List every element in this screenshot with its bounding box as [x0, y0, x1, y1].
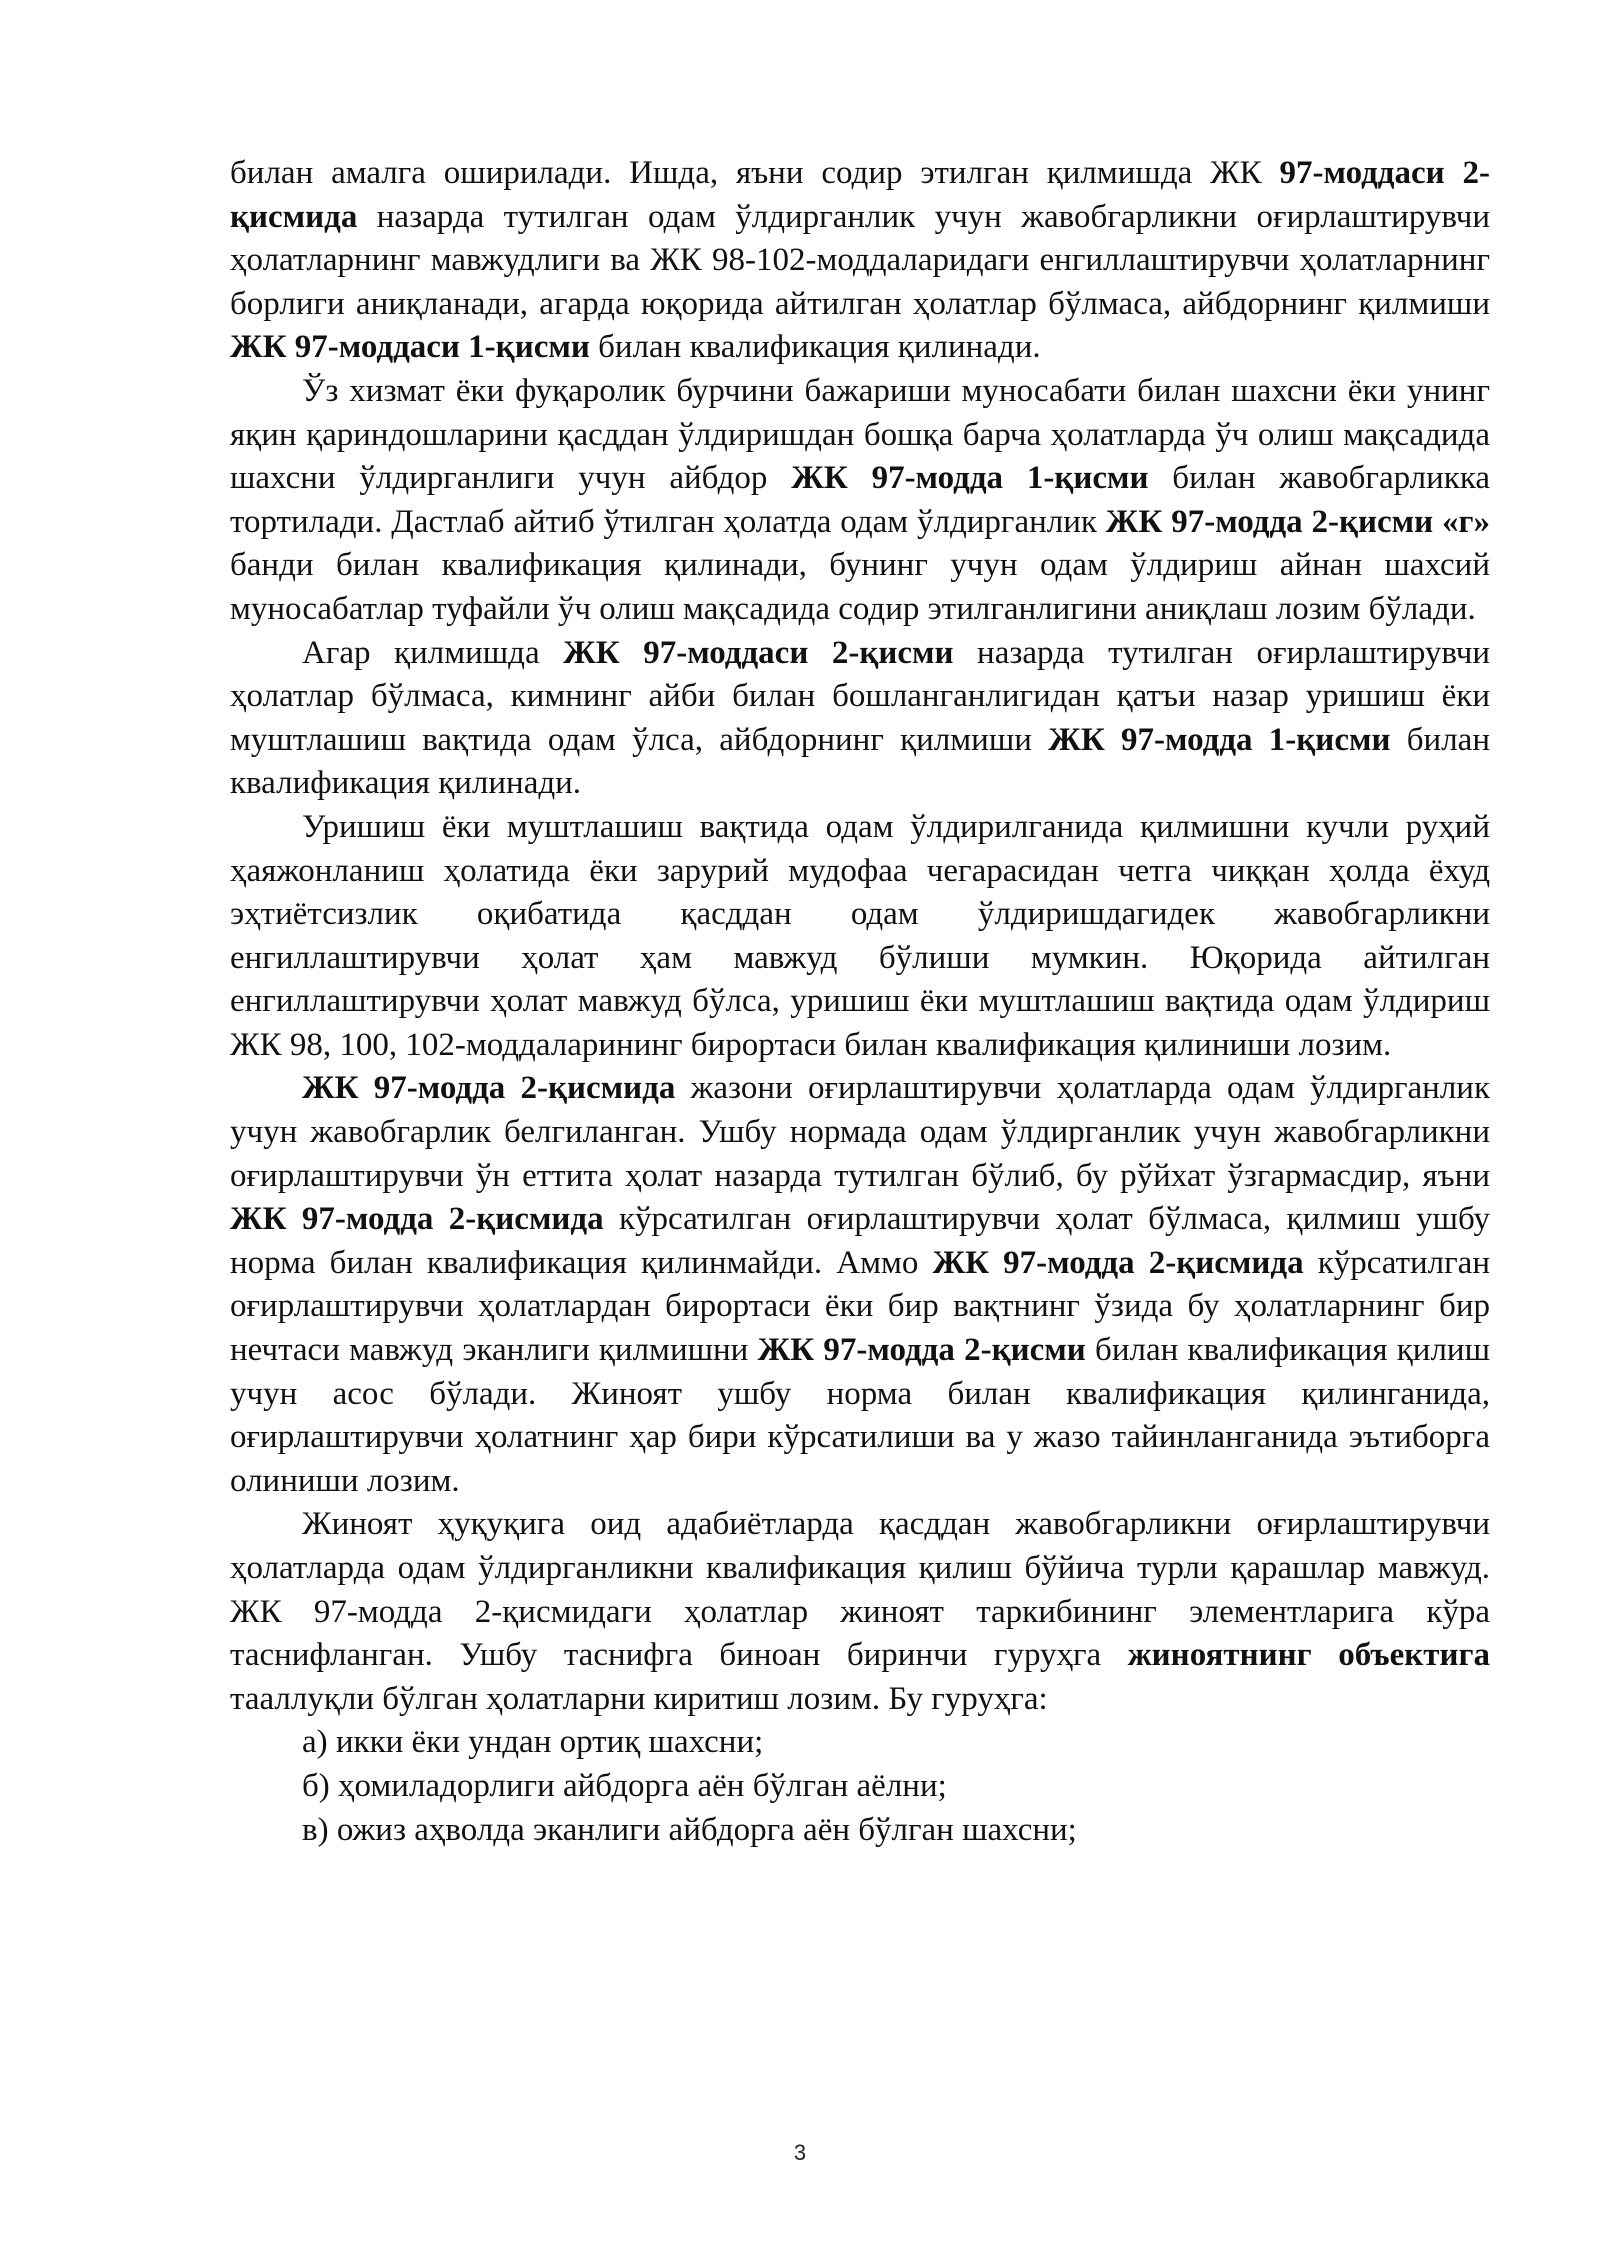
text-run: Ўз хизмат ёки фуқаролик бурчини бажариши муносабати билан шахсни ёки унинг яқин қариндошларини қасддан ўлдиришдан бошқа барча ҳолатларда ўч олиш мақсадида шахсни ўлдирганлиги учун айбдор [230, 372, 1490, 497]
list-item: б) ҳомиладорлиги айбдорга аён бўлган аёлни; [302, 1767, 947, 1804]
text-run: билан квалификация қилинади. [230, 721, 1490, 802]
paragraph [230, 370, 1490, 632]
bold-text: ЖК 97-модда 1-қисми [791, 460, 1149, 497]
paragraph [230, 152, 1490, 370]
bold-text: ЖК 97-модда 2-қисмида [302, 1070, 676, 1107]
bold-text: ЖК 97-модда 2-қисми «г» [1105, 503, 1490, 540]
text-run: Уришиш ёки муштлашиш вақтида одам ўлдирилганида қилмишни кучли руҳий ҳаяжонланиш ҳолатида ёки зарурий мудофаа чегарасидан четга чиққан ҳолда ёхуд эҳтиётсизлик оқибатида қасддан одам ўлдиришдагидек жавобгарликни енгиллаштирувчи ҳолат ҳам мавжуд бўлиши мумкин. Юқорида айтилган енгиллаштирувчи ҳолат мавжуд бўлса, уришиш ёки муштлашиш вақтида одам ўлдириш ЖК 98, 100, 102-моддаларининг бирортаси билан квалификация қилиниши лозим. [230, 808, 1490, 1063]
bold-text: 97-моддаси 2-қисмида [230, 155, 1490, 235]
text-run: жазони оғирлаштирувчи ҳолатларда одам ўлдирганлик учун жавобгарлик белгиланган. Ушбу нормада одам ўлдирганлик учун жавобгарликни оғирлаштирувчи ўн еттита ҳолат назарда тутилган бўлиб, бу рўйхат ўзгармасдир, яъни [230, 1070, 1490, 1194]
text-run: билан жавобгарликка тортилади. Дастлаб айтиб ўтилган ҳолатда одам ўлдирганлик [230, 460, 1491, 540]
paragraph [230, 632, 1490, 806]
list-item: в) ожиз аҳволда эканлиги айбдорга аён бўлган шахсни; [302, 1811, 1077, 1848]
text-run: Жиноят ҳуқуқига оид адабиётларда қасддан жавобгарликни оғирлаштирувчи ҳолатларда одам ўлдирганликни квалификация қилиш бўйича турли қарашлар мавжуд. ЖК 97-модда 2-қисмидаги ҳолатлар жиноят таркибининг элементларига кўра таснифланган. Ушбу таснифга биноан биринчи гуруҳга [230, 1506, 1490, 1674]
bold-text: ЖК 97-модда 2-қисмида [932, 1244, 1304, 1281]
bold-text: ЖК 97-модда 1-қисми [1048, 721, 1391, 758]
list-item: а) икки ёки ундан ортиқ шахсни; [302, 1724, 764, 1761]
text-run: кўрсатилган оғирлаштирувчи ҳолатлардан бирортаси ёки бир вақтнинг ўзида бу ҳолатларнинг бир нечтаси мавжуд эканлиги қилмишни [230, 1244, 1490, 1369]
paragraph [230, 1503, 1490, 1721]
bold-text: ЖК 97-модда 2-қисмида [230, 1201, 604, 1238]
text-run: билан квалификация қилинади. [589, 329, 1041, 366]
bold-text: жиноятнинг объектига [1127, 1637, 1490, 1674]
text-run: билан квалификация қилиш учун асос бўлади. Жиноят ушбу норма билан квалификация қилинганида, оғирлаштирувчи ҳолатнинг ҳар бири кўрсатилиши ва у жазо тайинланганида эътиборга олиниши лозим. [230, 1332, 1490, 1499]
document-body [230, 152, 1490, 1852]
text-run: назарда тутилган одам ўлдирганлик учун жавобгарликни оғирлаштирувчи ҳолатларнинг мавжудлиги ва ЖК 98-102-моддаларидаги енгиллаштирувчи ҳолатларнинг борлиги аниқланади, агарда юқорида айтилган ҳолатлар бўлмаса, айбдорнинг қилмиши [230, 198, 1490, 322]
text-run: назарда тутилган оғирлаштирувчи ҳолатлар бўлмаса, кимнинг айби билан бошланганлигидан қатъи назар уришиш ёки муштлашиш вақтида одам ўлса, айбдорнинг қилмиши [230, 634, 1490, 758]
page-number: 3 [793, 2140, 807, 2165]
text-run: кўрсатилган оғирлаштирувчи ҳолат бўлмаса, қилмиш ушбу норма билан квалификация қилинмайди. Аммо [230, 1201, 1490, 1281]
bold-text: ЖК 97-моддаси 1-қисми [230, 329, 590, 366]
paragraph [230, 806, 1490, 1068]
paragraph [230, 1067, 1490, 1503]
text-run: Агар қилмишда [302, 634, 564, 671]
text-run: билан амалга оширилади. Ишда, яъни содир этилган қилмишда ЖК [230, 155, 1280, 191]
text-run: тааллуқли бўлган ҳолатларни киритиш лозим. Бу гуруҳга: [230, 1680, 1048, 1717]
bold-text: ЖК 97-моддаси 2-қисми [563, 634, 954, 671]
text-run: банди билан квалификация қилинади, бунинг учун одам ўлдириш айнан шахсий муносабатлар туфайли ўч олиш мақсадида содир этилганлигини аниқлаш лозим бўлади. [230, 547, 1490, 627]
bold-text: ЖК 97-модда 2-қисми [757, 1332, 1086, 1369]
